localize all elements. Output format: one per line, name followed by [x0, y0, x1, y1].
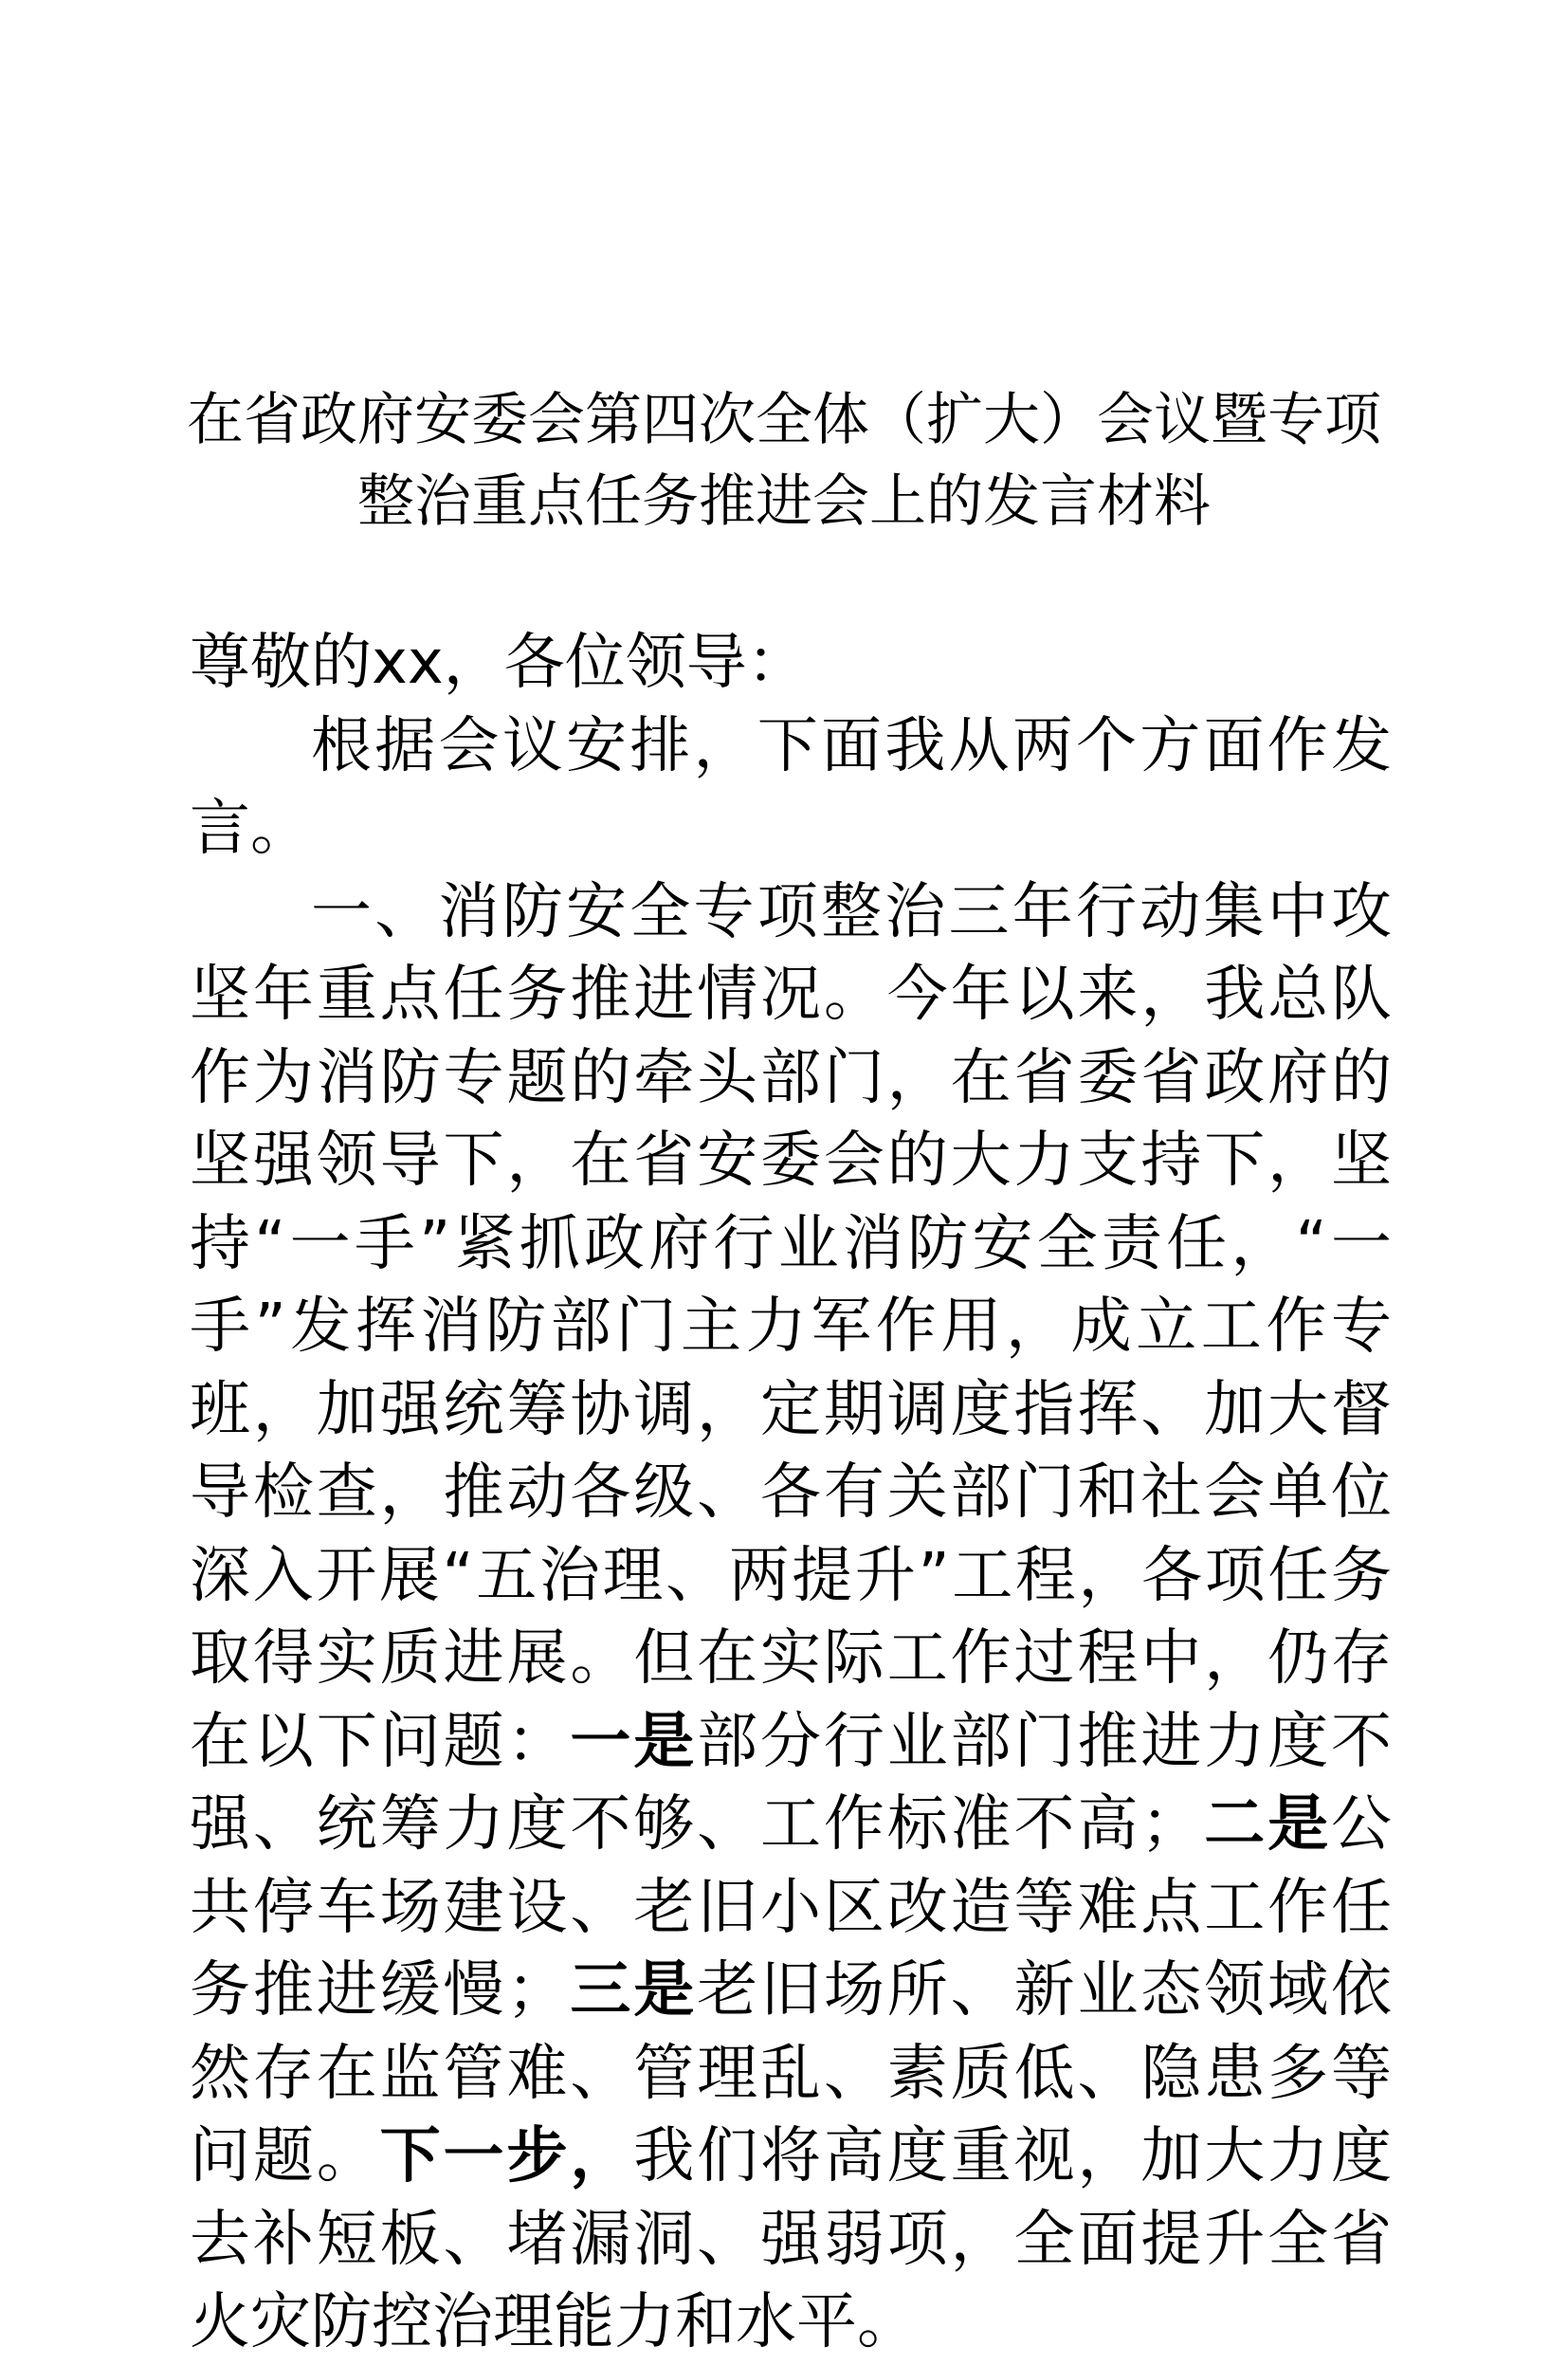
- text-segment: 会单位深入开展“五治理、两提升”工程，各项任务取得: [190, 1458, 1393, 1694]
- text-segment: 我们将高度重: [633, 2121, 1014, 2191]
- text-segment: 公共停车场建设、老旧小区改造等难点工作任务: [190, 1789, 1393, 2026]
- text-segment: 在省委省政府的坚强领导下，在省安委会的大力支持下，: [190, 1042, 1393, 1196]
- paragraph-line: [190, 711, 1392, 865]
- text-segment: 老旧场所、新业态领域依然存在监管难、: [190, 1955, 1393, 2109]
- text-segment: 期调度指挥、加大督导检查，推动各级、各有关部门和社: [190, 1374, 1393, 1528]
- text-segment: 推进缓慢；: [252, 1955, 568, 2026]
- salutation-text: [190, 628, 808, 698]
- bold-text-segment: 一是: [570, 1706, 698, 1777]
- text-segment: 实质进展。但在实际工作过程中，仍存在以下问题：: [190, 1623, 1393, 1777]
- document-body: [190, 622, 1392, 2365]
- text-segment: 坚持“一手”紧抓政府行业消防安全责任，“一手”发挥: [190, 1126, 1392, 1362]
- text-segment: 视，加大力度去补短板、堵漏洞、强弱项，全面提升全省: [190, 2121, 1393, 2275]
- text-segment: 消防部门主力军作用，成立工作专班，加强统筹协调，定: [190, 1292, 1393, 1445]
- text-segment: 管理乱、素质低、隐患多等问题。: [190, 2038, 1393, 2191]
- bold-text-segment: 二是: [1201, 1789, 1332, 1860]
- text-segment: 根据会议安排，下面我从两个方面作发言。: [190, 710, 1392, 864]
- paragraph: [190, 871, 1392, 2365]
- text-segment: 部分行业部门推进力度不强、统筹力度不够、工作标准不: [190, 1706, 1393, 1860]
- document-title-line-2: 整治重点任务推进会上的发言材料: [357, 468, 1211, 535]
- text-segment: 推进情况。今年以来，我总队作为消防专题的牵头部门，: [190, 960, 1393, 1113]
- paragraph-line: [190, 2287, 918, 2357]
- text-segment: 一、消防安全专项整治三年行动集中攻坚年重点任务: [190, 876, 1392, 1030]
- bold-text-segment: 三是: [567, 1955, 698, 2026]
- bold-text-segment: 下一步，: [379, 2121, 634, 2191]
- paragraph: [190, 706, 1392, 871]
- text-segment: 火灾防控治理能力和水平。: [190, 2287, 918, 2357]
- text-segment: 尊敬的xx，各位领导：: [190, 628, 808, 698]
- salutation: [190, 622, 1392, 706]
- document-title-line-1: 在省政府安委会第四次全体（扩大）会议暨专项: [187, 387, 1381, 453]
- text-segment: 高；: [1077, 1789, 1202, 1860]
